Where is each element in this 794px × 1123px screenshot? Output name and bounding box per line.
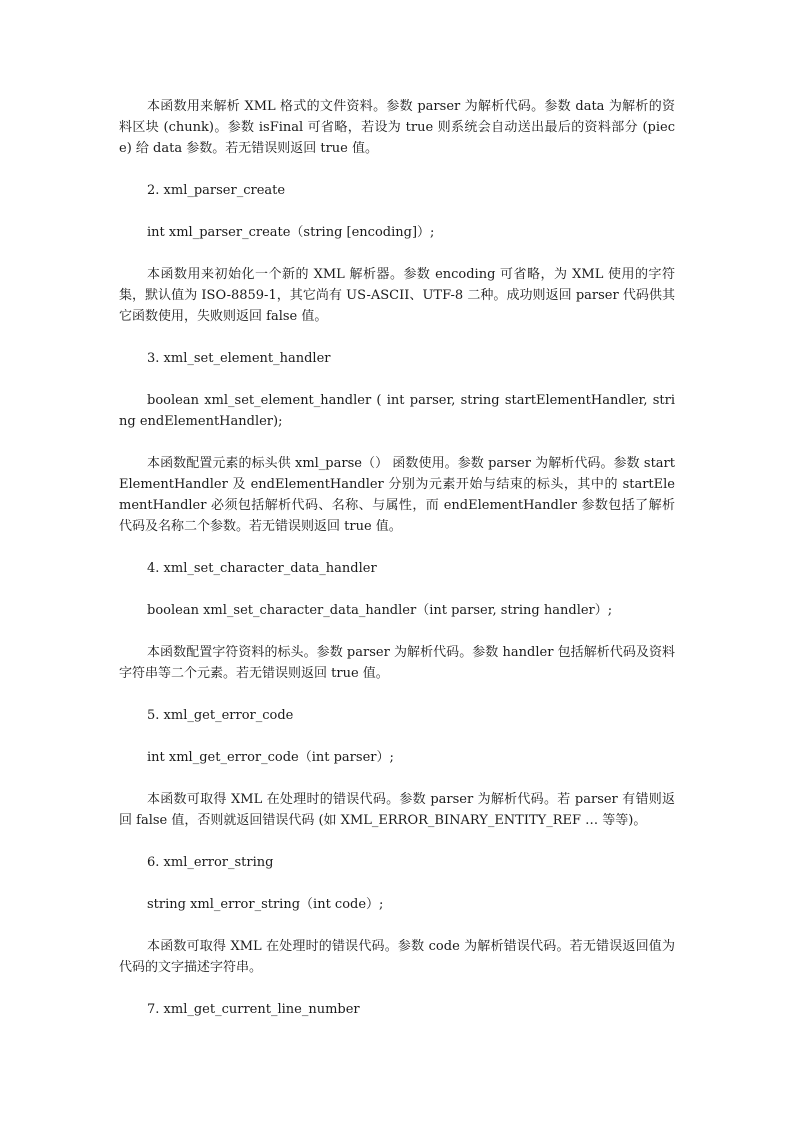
heading-xml-parser-create: 2. xml_parser_create [147,183,286,198]
heading-xml-set-character-data-handler: 4. xml_set_character_data_handler [147,561,377,576]
heading-xml-get-current-line-number: 7. xml_get_current_line_number [147,1002,360,1017]
signature-xml-set-element-handler: boolean xml_set_element_handler ( int parser, string startElementHandler, string endElementHandler); [119,393,675,429]
signature-xml-parser-create: int xml_parser_create（string [encoding]）; [147,225,435,240]
signature-xml-get-error-code: int xml_get_error_code（int parser）; [147,750,394,765]
paragraph-xml-set-element-handler-description: 本函数配置元素的标头供 xml_parse（） 函数使用。参数 parser 为解析代码。参数 startElementHandler 及 endElementHandler 分别为元素开始与结束的标头，其中的 startElementHandler 必须包括解析代码、名称、与属性，而 endElementHandler 参数包括了解析代码及名称二个参数。若无错误则返回 true 值。 [119,456,675,534]
paragraph-xml-set-character-data-handler-description: 本函数配置字符资料的标头。参数 parser 为解析代码。参数 handler 包括解析代码及资料字符串等二个元素。若无错误则返回 true 值。 [119,645,675,681]
paragraph-xml-parse-description: 本函数用来解析 XML 格式的文件资料。参数 parser 为解析代码。参数 data 为解析的资料区块 (chunk)。参数 isFinal 可省略，若设为 true 则系统会自动送出最后的资料部分 (piece) 给 data 参数。若无错误则返回 true 值。 [119,99,675,156]
heading-xml-get-error-code: 5. xml_get_error_code [147,708,294,723]
paragraph-xml-get-error-code-description: 本函数可取得 XML 在处理时的错误代码。参数 parser 为解析代码。若 parser 有错则返回 false 值，否则就返回错误代码 (如 XML_ERROR_BINARY_ENTITY_REF … 等等)。 [119,792,675,828]
signature-xml-error-string: string xml_error_string（int code）; [147,897,384,912]
heading-xml-error-string: 6. xml_error_string [147,855,274,870]
paragraph-xml-parser-create-description: 本函数用来初始化一个新的 XML 解析器。参数 encoding 可省略，为 XML 使用的字符集，默认值为 ISO-8859-1，其它尚有 US-ASCII、UTF-8 二种。成功则返回 parser 代码供其它函数使用，失败则返回 false 值。 [119,267,675,324]
heading-xml-set-element-handler: 3. xml_set_element_handler [147,351,331,366]
signature-xml-set-character-data-handler: boolean xml_set_character_data_handler（int parser, string handler）; [147,603,613,618]
paragraph-xml-error-string-description: 本函数可取得 XML 在处理时的错误代码。参数 code 为解析错误代码。若无错误返回值为代码的文字描述字符串。 [119,939,675,975]
document-body [119,96,675,1020]
